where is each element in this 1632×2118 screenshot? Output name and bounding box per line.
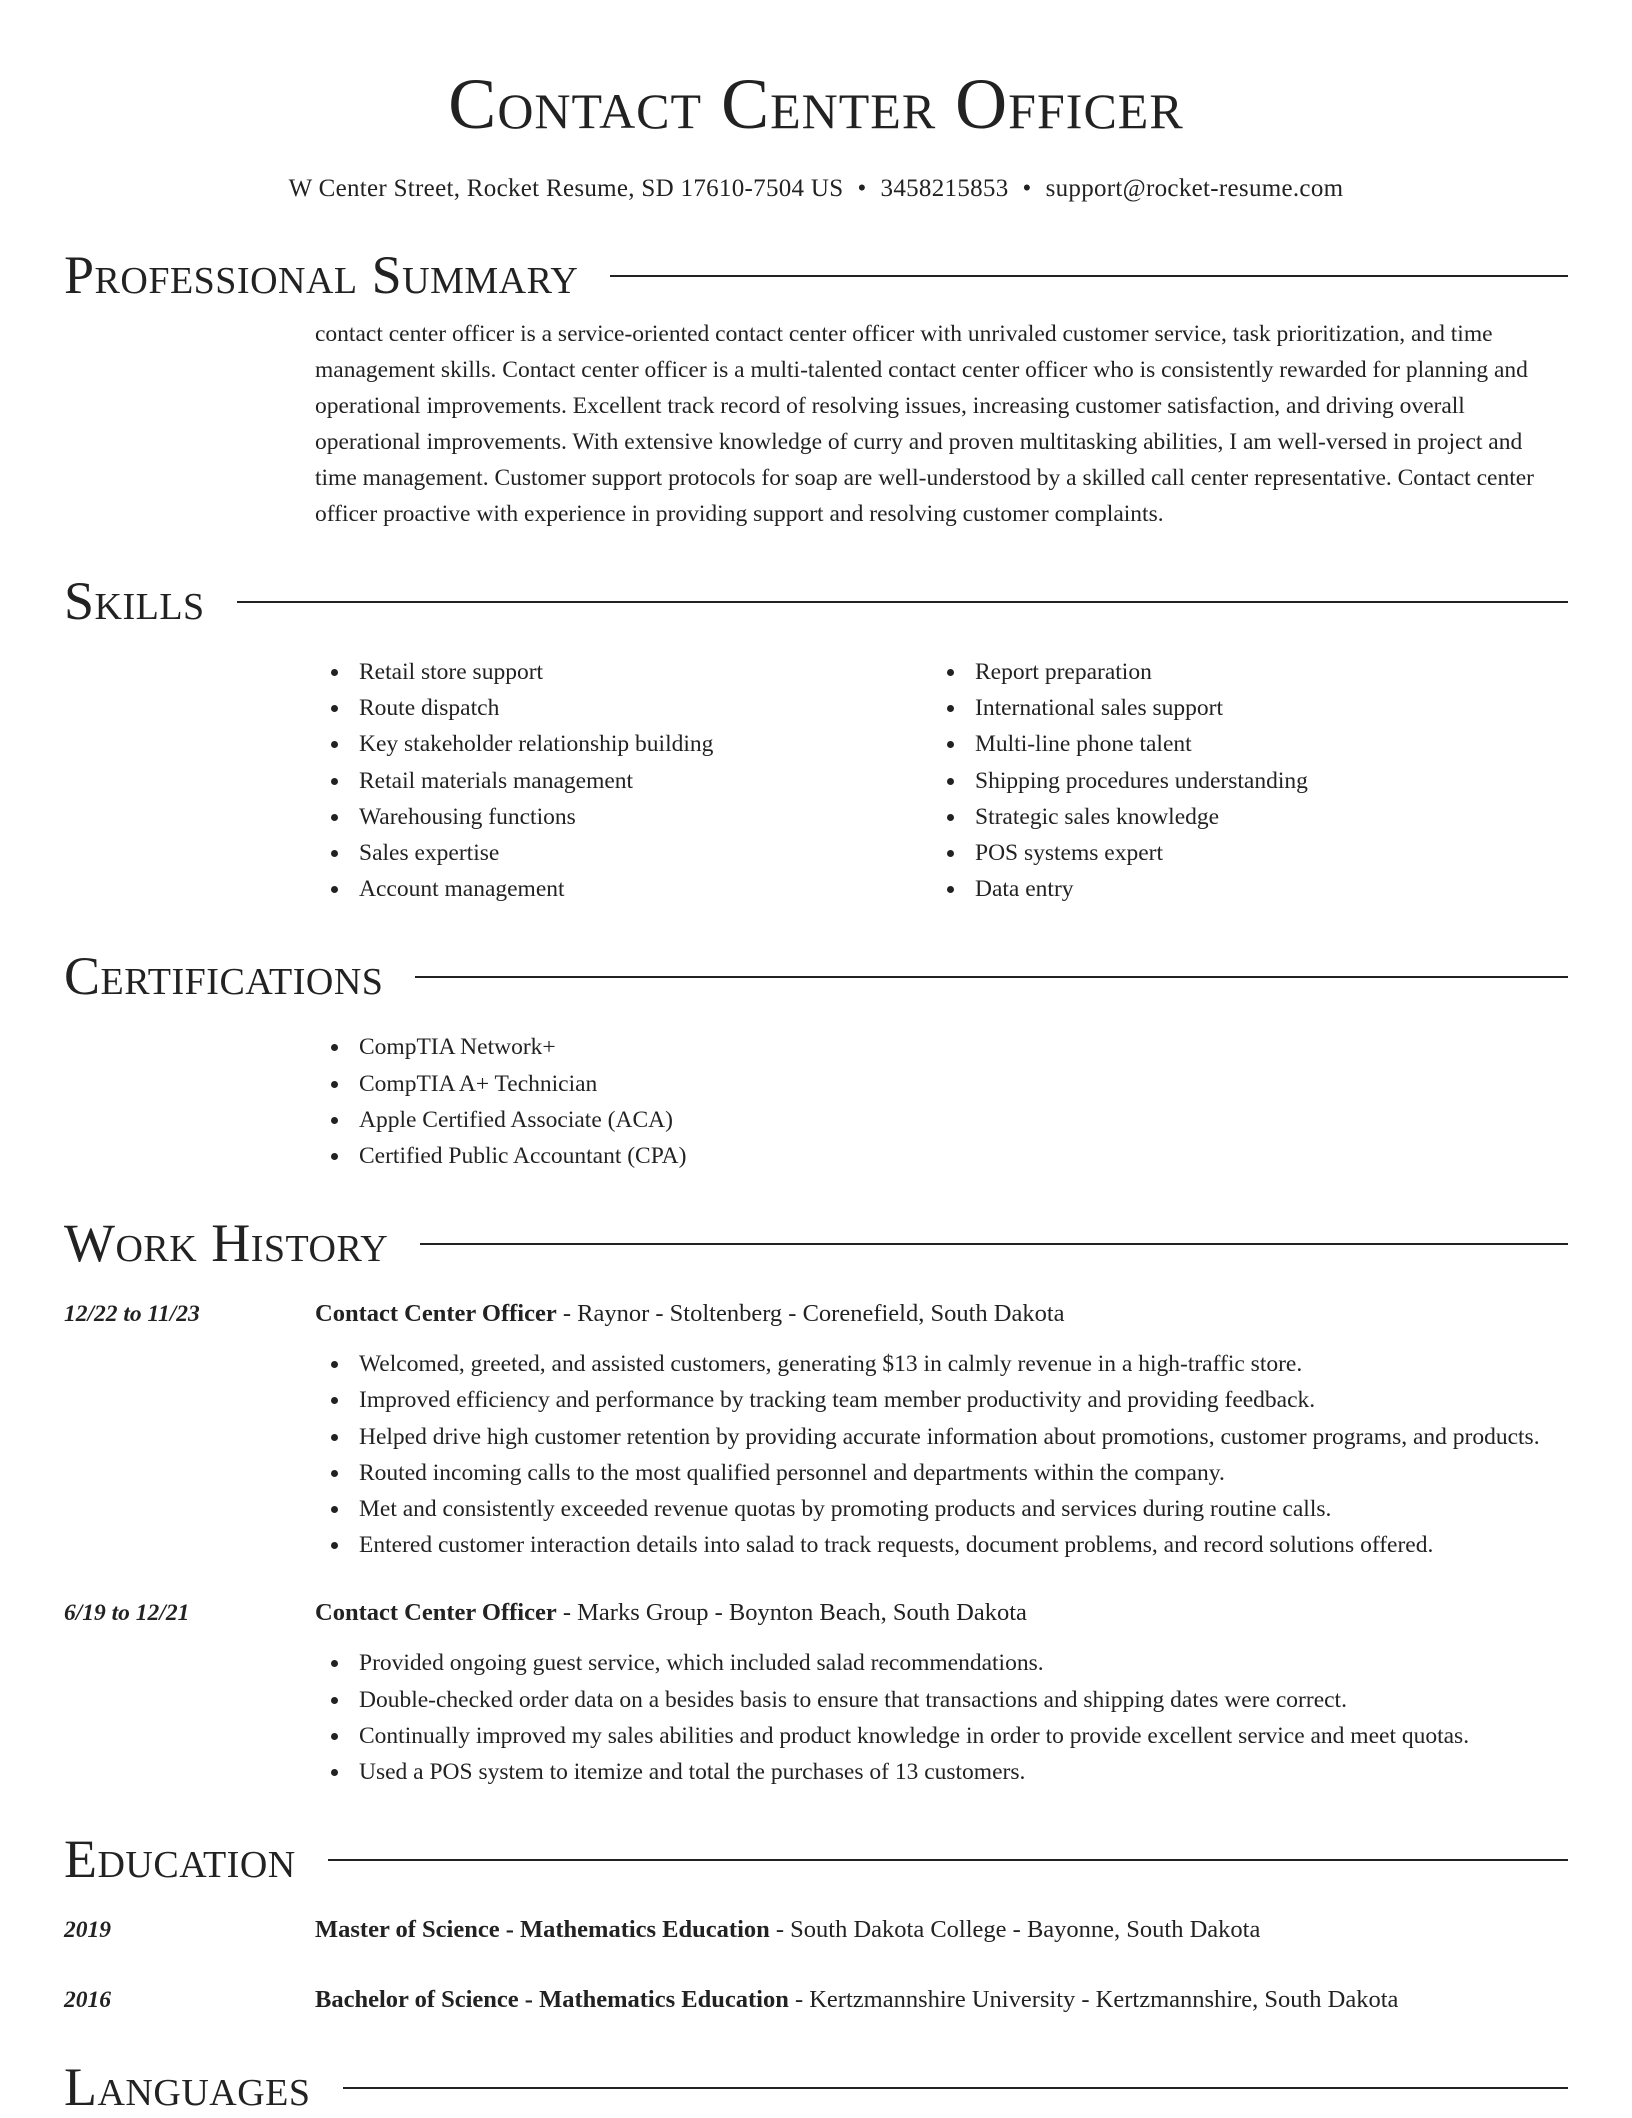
section-title-skills: Skills <box>64 571 205 631</box>
list-item: Continually improved my sales abilities and product knowledge in order to provide excellent service and meet quotas. <box>315 1718 1568 1754</box>
education-year: 2016 <box>64 1987 111 2014</box>
job-entry <box>64 1595 1568 1790</box>
job-bullets <box>315 1645 1568 1790</box>
section-title-work-history: Work History <box>64 1213 389 1274</box>
section-divider <box>415 976 1568 978</box>
job-bullets <box>315 1346 1568 1563</box>
job-dates: 12/22 to 11/23 <box>64 1301 200 1328</box>
list-item: POS systems expert <box>931 835 1547 871</box>
section-header-certifications <box>64 945 1568 1007</box>
section-divider <box>237 601 1568 603</box>
list-item: CompTIA A+ Technician <box>315 1066 1568 1102</box>
list-item: Multi-line phone talent <box>931 726 1547 762</box>
education-school: - Kertzmannshire University - Kertzmannshire, South Dakota <box>788 1986 1399 2014</box>
section-divider <box>420 1243 1568 1245</box>
list-item: Apple Certified Associate (ACA) <box>315 1102 1568 1138</box>
email: support@rocket-resume.com <box>1045 175 1344 202</box>
education-degree: Master of Science - Mathematics Education <box>315 1916 770 1944</box>
separator-dot: • <box>1022 175 1032 202</box>
list-item: Data entry <box>931 871 1547 907</box>
list-item: Certified Public Accountant (CPA) <box>315 1138 1568 1174</box>
section-divider <box>610 275 1568 277</box>
job-title-line <box>315 1595 1568 1631</box>
education-degree: Bachelor of Science - Mathematics Education <box>315 1986 789 2014</box>
job-title: Contact Center Officer <box>315 1599 557 1627</box>
job-dates: 6/19 to 12/21 <box>64 1600 190 1627</box>
separator-dot: • <box>857 175 867 202</box>
section-title-summary: Professional Summary <box>64 245 579 305</box>
list-item: Double-checked order data on a besides basis to ensure that transactions and shipping dates were correct. <box>315 1682 1568 1718</box>
contact-line <box>64 172 1568 206</box>
page-title: Contact Center Officer <box>448 64 1184 144</box>
list-item: Improved efficiency and performance by tracking team member productivity and providing feedback. <box>315 1382 1568 1418</box>
list-item: Route dispatch <box>315 690 931 726</box>
skills-column-left <box>315 654 931 907</box>
list-item: Key stakeholder relationship building <box>315 726 931 762</box>
section-title-education: Education <box>64 1829 296 1890</box>
section-header-work-history <box>64 1212 1568 1274</box>
resume-page <box>64 0 1568 2118</box>
list-item: Retail materials management <box>315 763 931 799</box>
section-divider <box>328 1859 1568 1861</box>
list-item: Routed incoming calls to the most qualified personnel and departments within the company. <box>315 1455 1568 1491</box>
section-divider <box>343 2087 1569 2089</box>
list-item: Strategic sales knowledge <box>931 799 1547 835</box>
phone: 3458215853 <box>880 175 1009 202</box>
section-header-summary <box>64 244 1568 306</box>
summary-text: contact center officer is a service-oriented contact center officer with unrivaled customer service, task prioritization, and time management skills. Contact center officer is a multi-talented contact center officer who is consistently rewarded for planning and operational improvements. Excellent track record of resolving issues, increasing customer satisfaction, and driving overall operational improvements. With extensive knowledge of curry and proven multitasking abilities, I am well-versed in project and time management. Customer support protocols for soap are well-understood by a skilled call center representative. Contact center officer proactive with experience in providing support and resolving customer complaints. <box>315 321 1534 527</box>
list-item: Warehousing functions <box>315 799 931 835</box>
list-item: Provided ongoing guest service, which included salad recommendations. <box>315 1645 1568 1681</box>
list-item: International sales support <box>931 690 1547 726</box>
list-item: Entered customer interaction details into salad to track requests, document problems, and record solutions offered. <box>315 1527 1568 1563</box>
list-item: Helped drive high customer retention by providing accurate information about promotions, customer programs, and products. <box>315 1419 1568 1455</box>
list-item: CompTIA Network+ <box>315 1029 1568 1065</box>
education-year: 2019 <box>64 1917 111 1944</box>
skills-column-right <box>931 654 1547 907</box>
skills-list <box>315 654 1568 907</box>
job-employer: - Marks Group - Boynton Beach, South Dakota <box>556 1599 1027 1627</box>
section-title-certifications: Certifications <box>64 946 384 1007</box>
section-header-education <box>64 1828 1568 1890</box>
job-title: Contact Center Officer <box>315 1300 557 1328</box>
section-header-skills <box>64 570 1568 632</box>
list-item: Account management <box>315 871 931 907</box>
address: W Center Street, Rocket Resume, SD 17610-7504 US <box>288 175 844 202</box>
list-item: Retail store support <box>315 654 931 690</box>
education-entry <box>64 1912 1568 1948</box>
certifications-list <box>315 1029 1568 1174</box>
job-entry <box>64 1296 1568 1563</box>
job-employer: - Raynor - Stoltenberg - Corenefield, South Dakota <box>556 1300 1065 1328</box>
education-detail <box>315 1982 1398 2018</box>
list-item: Report preparation <box>931 654 1547 690</box>
job-title-line <box>315 1296 1568 1332</box>
education-school: - South Dakota College - Bayonne, South Dakota <box>769 1916 1261 1944</box>
education-entry <box>64 1982 1568 2018</box>
list-item: Shipping procedures understanding <box>931 763 1547 799</box>
section-title-languages: Languages <box>64 2057 311 2118</box>
list-item: Met and consistently exceeded revenue quotas by promoting products and services during routine calls. <box>315 1491 1568 1527</box>
section-header-languages <box>64 2056 1568 2118</box>
list-item: Welcomed, greeted, and assisted customers, generating $13 in calmly revenue in a high-traffic store. <box>315 1346 1568 1382</box>
education-detail <box>315 1912 1260 1948</box>
list-item: Sales expertise <box>315 835 931 871</box>
list-item: Used a POS system to itemize and total the purchases of 13 customers. <box>315 1754 1568 1790</box>
